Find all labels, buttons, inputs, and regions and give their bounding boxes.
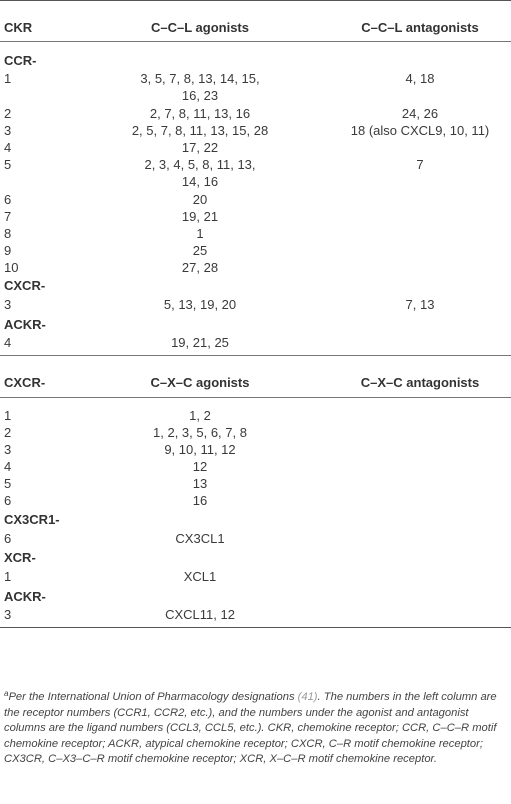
receptor-number: 7	[4, 209, 12, 224]
receptor-number: 5	[4, 157, 12, 172]
agonists-cell: 1, 2, 3, 5, 6, 7, 8	[153, 425, 247, 440]
antagonists-cell: 7, 13	[405, 297, 435, 312]
col-header-ckr: CKR	[4, 20, 33, 35]
receptor-number: 10	[4, 260, 19, 275]
group-label-ackr: ACKR-	[4, 317, 46, 332]
receptor-number: 1	[4, 569, 12, 584]
receptor-number: 1	[4, 408, 12, 423]
agonists-cell: 17, 22	[181, 140, 219, 155]
agonists-cell: 5, 13, 19, 20	[163, 297, 237, 312]
group-label-cxcr: CXCR-	[4, 278, 46, 293]
receptor-number: 5	[4, 476, 12, 491]
agonists-cell: 16	[192, 493, 208, 508]
receptor-number: 1	[4, 71, 12, 86]
col-header-cxc-agonists: C–X–C agonists	[150, 375, 250, 390]
antagonists-cell: 18 (also CXCL9, 10, 11)	[350, 123, 490, 138]
table-bottom-rule	[0, 627, 511, 628]
receptor-number: 2	[4, 425, 12, 440]
agonists-cell: 1	[196, 226, 204, 241]
receptor-number: 3	[4, 297, 12, 312]
antagonists-cell: 24, 26	[401, 106, 439, 121]
footnote-text-b: . The numbers in the left column are the receptor numbers (CCR1, CCR2, etc.), and the numbers under the agonist and antagonist columns are the ligand numbers (CCL3, CCL5, etc.). CKR, chemokine receptor; CCR, C–C–R motif chemokine receptor; ACKR, atypical chemokine receptor; CXCR, C–R motif chemokine receptor; CX3CR, C–X3–C–R motif chemokine receptor; XCR, X–C–R motif chemokine receptor.	[4, 691, 497, 765]
col-header-ccl-antagonists: C–C–L antagonists	[361, 20, 479, 35]
header-rule	[0, 41, 511, 42]
receptor-number: 4	[4, 459, 12, 474]
receptor-number: 4	[4, 140, 12, 155]
agonists-cell: 19, 21, 25	[171, 335, 229, 350]
agonists-cell: 20	[192, 192, 208, 207]
agonists-cell: CX3CL1	[175, 531, 225, 546]
agonists-cell: 13	[192, 476, 208, 491]
receptor-number: 6	[4, 192, 12, 207]
col-header-ccl-agonists: C–C–L agonists	[150, 20, 249, 35]
antagonists-cell: 7	[416, 157, 424, 172]
receptor-number: 4	[4, 335, 12, 350]
agonists-cell: 2, 3, 4, 5, 8, 11, 13,	[144, 157, 256, 172]
receptor-number: 6	[4, 531, 12, 546]
group-label-ccr: CCR-	[4, 53, 37, 68]
group-label-xcr: XCR-	[4, 550, 36, 565]
agonists-cell: 16, 23	[181, 88, 219, 103]
agonists-cell: 14, 16	[181, 174, 219, 189]
agonists-cell: 3, 5, 7, 8, 13, 14, 15,	[140, 71, 260, 86]
footnote-marker: a	[4, 689, 9, 698]
agonists-cell: 25	[192, 243, 208, 258]
table-footnote	[4, 686, 504, 768]
agonists-cell: 1, 2	[189, 408, 211, 423]
receptor-number: 6	[4, 493, 12, 508]
footnote-ref: (41)	[297, 691, 318, 703]
agonists-cell: 9, 10, 11, 12	[164, 442, 236, 457]
group-label-cx3cr1: CX3CR1-	[4, 512, 60, 527]
receptor-number: 3	[4, 607, 12, 622]
antagonists-cell: 4, 18	[405, 71, 435, 86]
agonists-cell: 12	[192, 459, 208, 474]
footnote-text-a: Per the International Union of Pharmacology designations	[8, 691, 298, 703]
agonists-cell: 2, 7, 8, 11, 13, 16	[149, 106, 251, 121]
header-rule	[0, 397, 511, 398]
receptor-number: 3	[4, 123, 12, 138]
col-header-cxc-antagonists: C–X–C antagonists	[360, 375, 480, 390]
agonists-cell: 27, 28	[181, 260, 219, 275]
receptor-number: 8	[4, 226, 12, 241]
agonists-cell: CXCL11, 12	[165, 607, 235, 622]
agonists-cell: 19, 21	[181, 209, 219, 224]
section-rule	[0, 355, 511, 356]
agonists-cell: 2, 5, 7, 8, 11, 13, 15, 28	[131, 123, 269, 138]
receptor-number: 2	[4, 106, 12, 121]
receptor-number: 3	[4, 442, 12, 457]
group-label-ackr-2: ACKR-	[4, 589, 46, 604]
receptor-number: 9	[4, 243, 12, 258]
agonists-cell: XCL1	[183, 569, 217, 584]
table-top-rule	[0, 0, 511, 1]
col-header-cxcr: CXCR-	[4, 375, 46, 390]
